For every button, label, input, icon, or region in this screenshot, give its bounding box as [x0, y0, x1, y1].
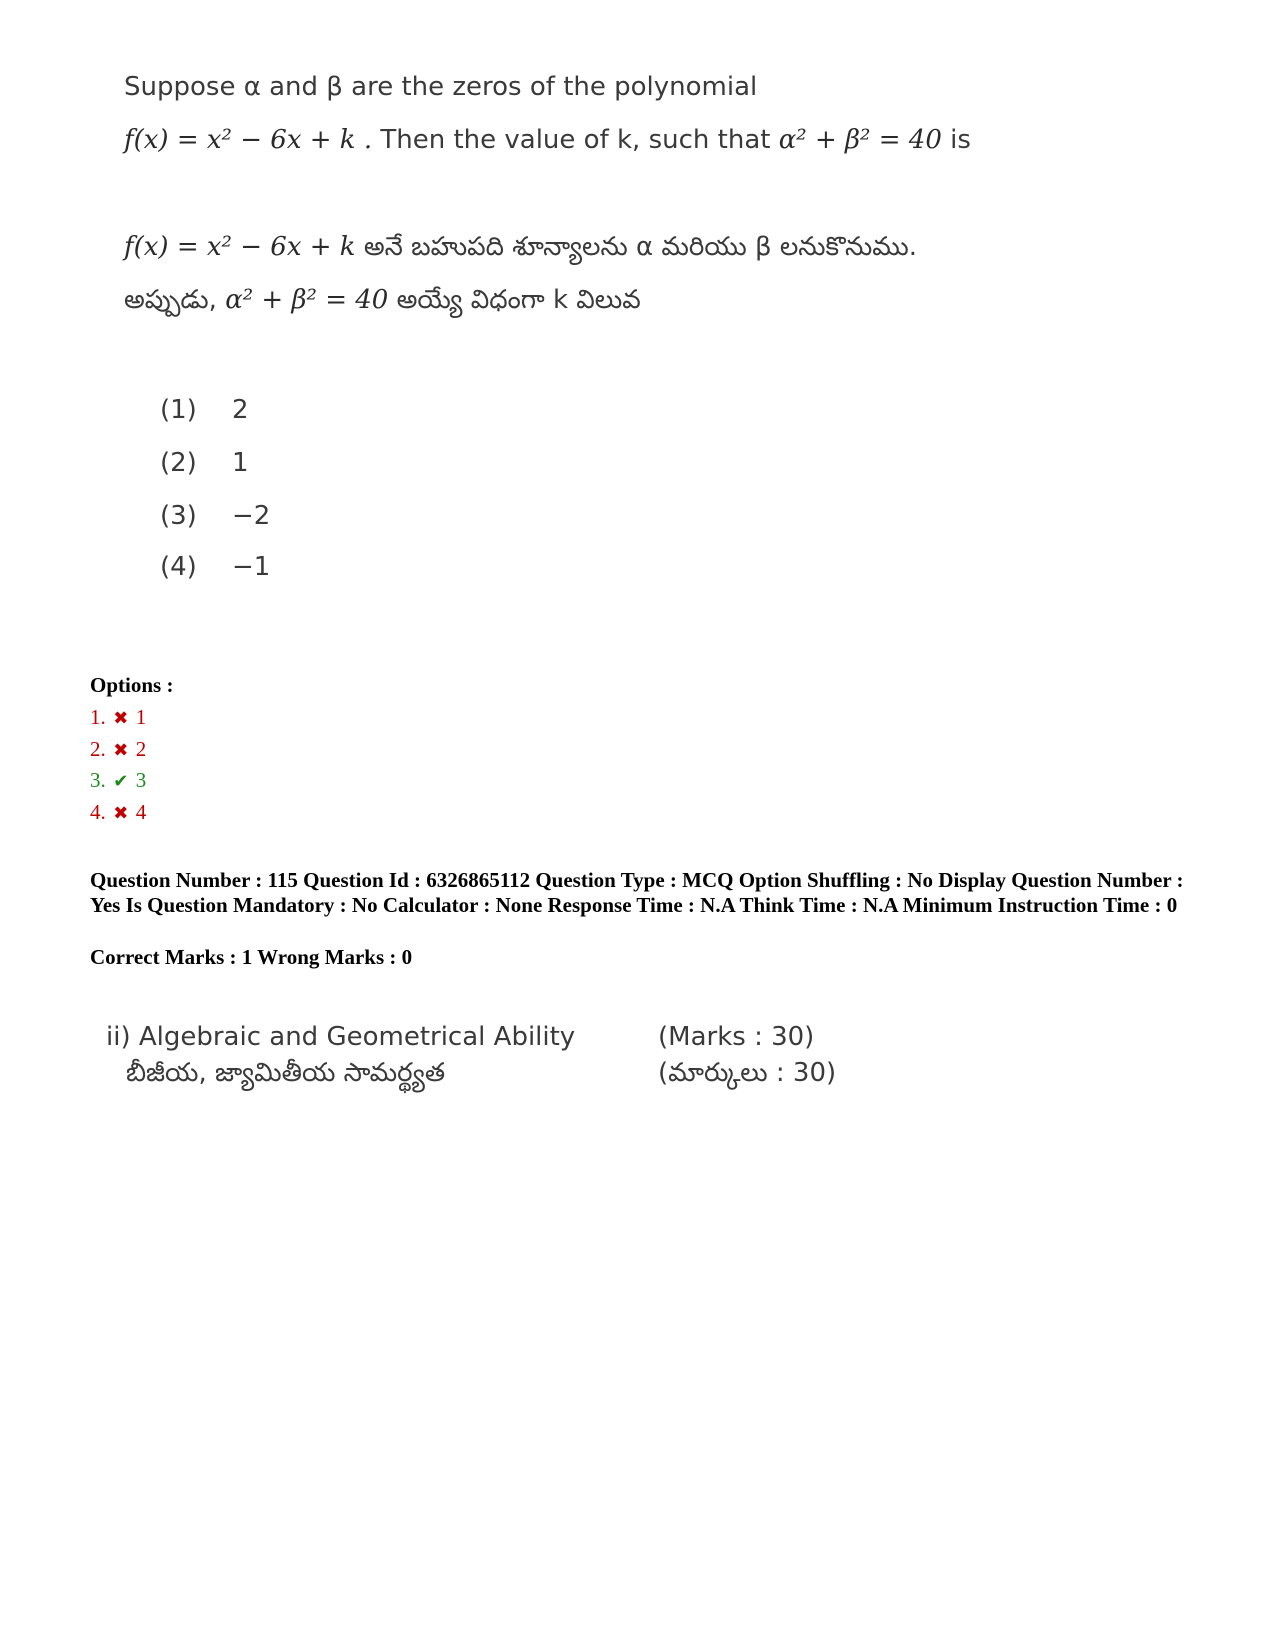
option-label: 2.: [90, 737, 106, 761]
question-english-line-1: Suppose α and β are the zeros of the polynomial: [124, 72, 758, 102]
cross-icon: ✖: [113, 740, 129, 760]
option-label: 1.: [90, 705, 106, 729]
section-marks-telugu: (మార్కులు : 30): [658, 1058, 837, 1088]
option-4: [90, 800, 146, 825]
condition-expression: α² + β² = 40: [778, 125, 942, 155]
choice-value: 2: [232, 395, 249, 425]
option-1: [90, 705, 146, 730]
option-label: 4.: [90, 800, 106, 824]
polynomial-expression: f(x) = x² − 6x + k .: [124, 125, 373, 155]
choice-number: (1): [160, 395, 197, 425]
choice-number: (3): [160, 501, 197, 531]
cross-icon: ✖: [113, 708, 129, 728]
question-telugu-line-1: [124, 232, 917, 268]
choice-value: −2: [232, 501, 271, 531]
option-value: 1: [135, 705, 147, 729]
question-telugu-text-2: అయ్యే విధంగా k విలువ: [396, 285, 641, 315]
choice-2: [160, 448, 360, 482]
check-icon: ✔: [113, 771, 129, 791]
section-marks-english: (Marks : 30): [658, 1022, 815, 1052]
condition-expression-telugu: α² + β² = 40: [225, 285, 389, 315]
option-value: 3: [135, 768, 147, 792]
question-telugu-text-1: అనే బహుపది శూన్యాలను α మరియు β లనుకొనుము.: [363, 232, 917, 262]
cross-icon: ✖: [113, 803, 129, 823]
choice-value: −1: [232, 552, 271, 582]
question-english-line-2: [124, 125, 971, 155]
choice-number: (4): [160, 552, 197, 582]
polynomial-expression-telugu: f(x) = x² − 6x + k: [124, 232, 356, 262]
section-title-telugu: బీజీయ, జ్యామితీయ సామర్థ్యత: [126, 1058, 446, 1088]
options-heading: Options :: [90, 673, 174, 697]
question-telugu-line-2: [124, 285, 641, 321]
option-label: 3.: [90, 768, 106, 792]
choice-4: [160, 552, 360, 586]
question-meta: Question Number : 115 Question Id : 6326865112 Question Type : MCQ Option Shuffling : No Display Question Number : Yes Is Question Mandatory : No Calculator : None Response Time : N.A Think Time : N.A Minimum Instruction Time : 0: [90, 868, 1184, 917]
question-telugu-start: అప్పుడు,: [124, 285, 217, 315]
option-value: 4: [135, 800, 147, 824]
option-3: [90, 768, 146, 793]
question-english-text: Then the value of k, such that: [380, 125, 771, 155]
marks-info: Correct Marks : 1 Wrong Marks : 0: [90, 945, 413, 969]
choice-1: [160, 395, 360, 429]
section-title-english: ii) Algebraic and Geometrical Ability: [106, 1022, 576, 1052]
option-value: 2: [135, 737, 147, 761]
choice-value: 1: [232, 448, 249, 478]
choice-3: [160, 501, 360, 535]
question-english-end: is: [950, 125, 971, 155]
choice-number: (2): [160, 448, 197, 478]
option-2: [90, 737, 146, 762]
